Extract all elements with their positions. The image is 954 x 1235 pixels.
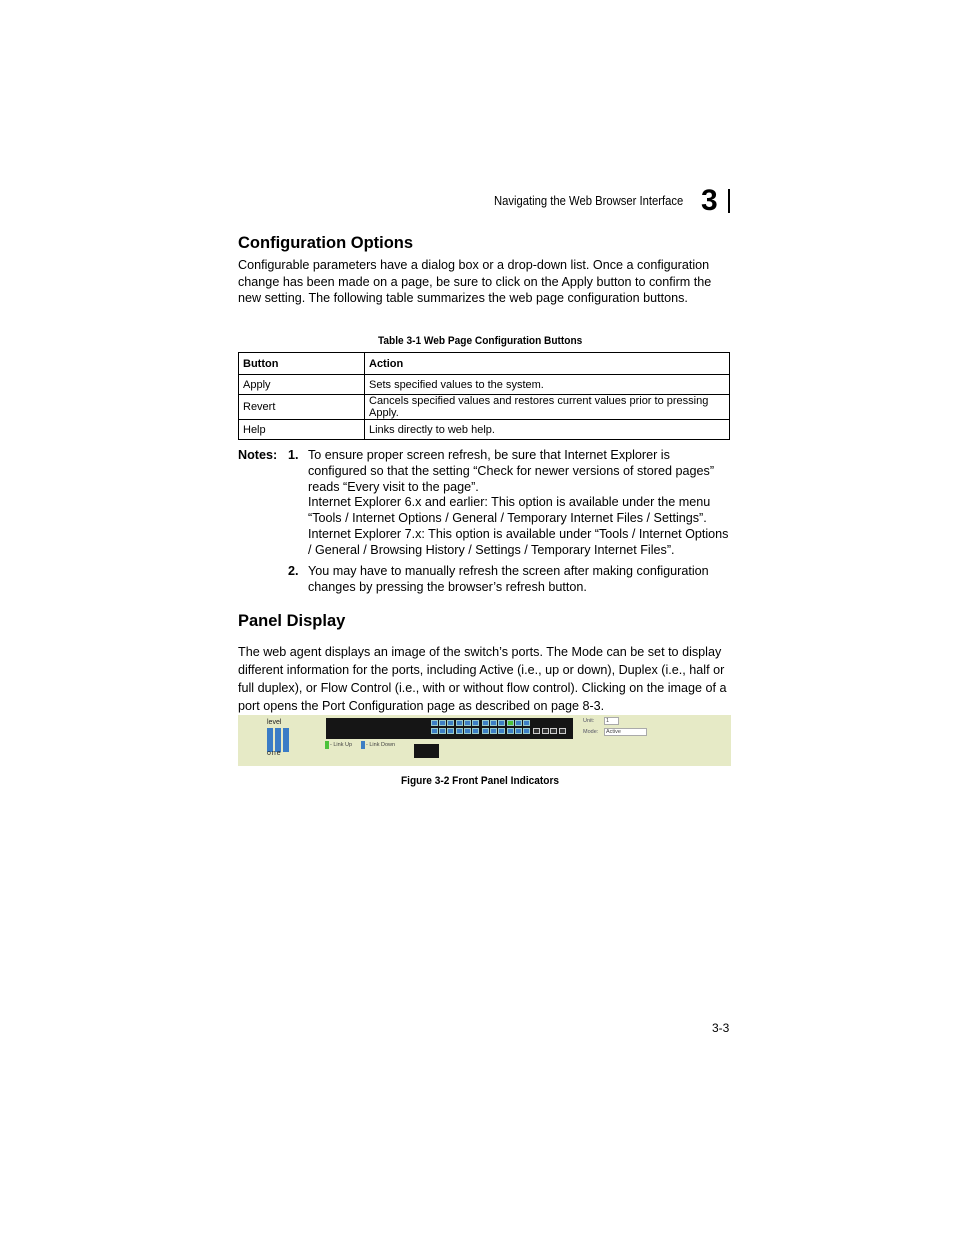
section-body: The web agent displays an image of the switch’s ports. The Mode can be set to display different information for the ports, including Active (i.e., up or down), Duplex (i.e., half or full duplex), or Flow Control (i.e., with or without flow control). Clicking on the image of a port opens the Port Configuration page as described on page 8-3.	[238, 645, 727, 713]
chapter-number: 3	[701, 184, 718, 217]
notes-label: Notes:	[238, 448, 278, 462]
section-title: Panel Display	[238, 612, 346, 630]
sfp-port[interactable]	[533, 728, 540, 734]
link-down-swatch	[361, 741, 365, 749]
port[interactable]	[447, 720, 454, 726]
section-body: Configurable parameters have a dialog box or a drop-down list. Once a configuration change has been made on a page, be sure to click on the Apply button to confirm the new setting. The following table summarizes the web page configuration buttons.	[238, 258, 712, 305]
cell: Revert	[239, 395, 365, 420]
port[interactable]	[439, 728, 446, 734]
mode-label: Mode:	[583, 729, 599, 735]
switch-image[interactable]	[326, 718, 573, 739]
port[interactable]	[456, 728, 463, 734]
port[interactable]	[447, 728, 454, 734]
port[interactable]	[490, 720, 497, 726]
port[interactable]	[523, 720, 530, 726]
port[interactable]	[482, 720, 489, 726]
legend-link-up: - Link Up	[330, 742, 353, 748]
cell: Links directly to web help.	[365, 420, 730, 440]
port[interactable]	[498, 728, 505, 734]
table-header-row	[239, 353, 730, 375]
port[interactable]	[464, 728, 471, 734]
config-buttons-table	[238, 352, 730, 440]
table-row	[239, 375, 730, 395]
header-button: Button	[239, 353, 365, 375]
port[interactable]	[515, 728, 522, 734]
port[interactable]	[456, 720, 463, 726]
running-header: Navigating the Web Browser Interface	[494, 194, 684, 208]
logo-text: one	[267, 750, 282, 757]
levelone-logo	[267, 728, 289, 752]
sfp-port[interactable]	[542, 728, 549, 734]
port[interactable]	[431, 720, 438, 726]
port[interactable]	[507, 728, 514, 734]
cell: Sets specified values to the system.	[365, 375, 730, 395]
page-number: 3-3	[712, 1021, 730, 1035]
sfp-port[interactable]	[550, 728, 557, 734]
expansion-module[interactable]	[414, 744, 439, 758]
mode-select[interactable]: Active	[604, 728, 647, 736]
section-title: Configuration Options	[238, 234, 414, 252]
note-number: 1.	[288, 448, 299, 462]
table-row	[239, 420, 730, 440]
note-2: You may have to manually refresh the screen after making configuration changes by pressing the browser’s refresh button.	[308, 564, 709, 594]
link-up-swatch	[325, 741, 329, 749]
port[interactable]	[507, 720, 514, 726]
port[interactable]	[515, 720, 522, 726]
unit-select[interactable]: 1	[604, 717, 619, 725]
port[interactable]	[464, 720, 471, 726]
port[interactable]	[490, 728, 497, 734]
logo-text: level	[267, 719, 282, 726]
cell: Apply	[239, 375, 365, 395]
table-row	[239, 395, 730, 420]
port[interactable]	[431, 728, 438, 734]
note-number: 2.	[288, 564, 299, 578]
port[interactable]	[498, 720, 505, 726]
note-1	[308, 448, 730, 559]
note-line: Internet Explorer 6.x and earlier: This option is available under the menu “Tools / Internet Options / General / Temporary Internet Files / Settings”.	[308, 495, 711, 526]
sfp-port[interactable]	[559, 728, 566, 734]
cell: Cancels specified values and restores current values prior to pressing Apply.	[365, 395, 730, 420]
unit-label: Unit:	[583, 718, 595, 724]
port[interactable]	[472, 728, 479, 734]
chapter-divider	[728, 189, 730, 213]
port[interactable]	[482, 728, 489, 734]
front-panel-figure	[238, 715, 731, 766]
header-action: Action	[365, 353, 730, 375]
port[interactable]	[523, 728, 530, 734]
note-line: To ensure proper screen refresh, be sure that Internet Explorer is configured so that the setting “Check for newer versions of stored pages” reads “Every visit to the page”.	[308, 448, 715, 494]
note-line: Internet Explorer 7.x: This option is available under “Tools / Internet Options / General / Browsing History / Settings / Temporary Internet Files”.	[308, 526, 729, 557]
port[interactable]	[439, 720, 446, 726]
figure-caption: Figure 3-2 Front Panel Indicators	[401, 775, 560, 787]
port[interactable]	[472, 720, 479, 726]
cell: Help	[239, 420, 365, 440]
legend-link-down: - Link Down	[366, 742, 396, 748]
table-caption: Table 3-1 Web Page Configuration Buttons	[378, 335, 583, 347]
